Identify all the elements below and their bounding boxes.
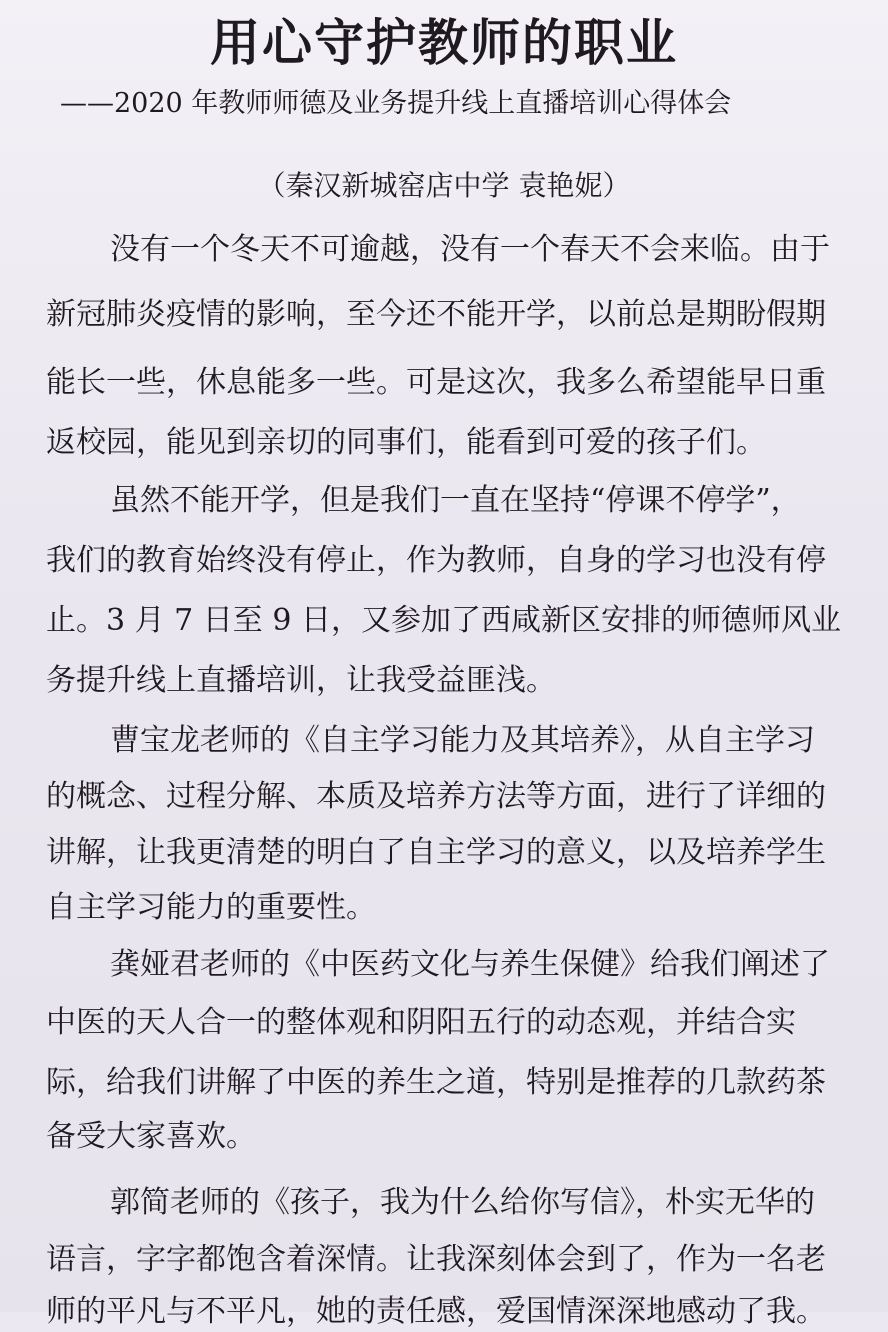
body-line: 返校园，能见到亲切的同事们，能看到可爱的孩子们。 xyxy=(46,425,766,460)
body-line: 没有一个冬天不可逾越，没有一个春天不会来临。由于 xyxy=(110,232,830,267)
document-title: 用心守护教师的职业 xyxy=(210,13,678,72)
body-line: 务提升线上直播培训，让我受益匪浅。 xyxy=(46,663,556,698)
body-line: 讲解，让我更清楚的明白了自主学习的意义，以及培养学生 xyxy=(46,835,826,870)
body-line: 龚娅君老师的《中医药文化与养生保健》给我们阐述了 xyxy=(110,947,830,982)
body-line: 虽然不能开学，但是我们一直在坚持“停课不停学”， xyxy=(110,483,801,518)
body-line: 新冠肺炎疫情的影响，至今还不能开学，以前总是期盼假期 xyxy=(46,297,826,332)
body-line: 师的平凡与不平凡，她的责任感，爱国情深深地感动了我。 xyxy=(46,1294,826,1329)
body-line: 郭简老师的《孩子，我为什么给你写信》，朴实无华的 xyxy=(110,1185,815,1220)
body-line: 曹宝龙老师的《自主学习能力及其培养》，从自主学习 xyxy=(110,723,815,758)
document-subtitle: ——2020 年教师师德及业务提升线上直播培训心得体会 xyxy=(60,88,732,119)
body-line: 自主学习能力的重要性。 xyxy=(46,890,376,925)
body-line: 际，给我们讲解了中医的养生之道，特别是推荐的几款药茶 xyxy=(46,1065,826,1100)
body-line: 能长一些，休息能多一些。可是这次，我多么希望能早日重 xyxy=(46,365,826,400)
body-line: 备受大家喜欢。 xyxy=(46,1119,256,1154)
document-author: （秦汉新城窑店中学 袁艳妮） xyxy=(257,169,631,202)
body-line: 的概念、过程分解、本质及培养方法等方面，进行了详细的 xyxy=(46,779,826,814)
body-line: 止。3 月 7 日至 9 日，又参加了西咸新区安排的师德师风业 xyxy=(46,603,841,638)
body-line: 语言，字字都饱含着深情。让我深刻体会到了，作为一名老 xyxy=(46,1242,826,1277)
body-line: 中医的天人合一的整体观和阴阳五行的动态观，并结合实 xyxy=(46,1005,796,1040)
body-line: 我们的教育始终没有停止，作为教师，自身的学习也没有停 xyxy=(46,543,826,578)
